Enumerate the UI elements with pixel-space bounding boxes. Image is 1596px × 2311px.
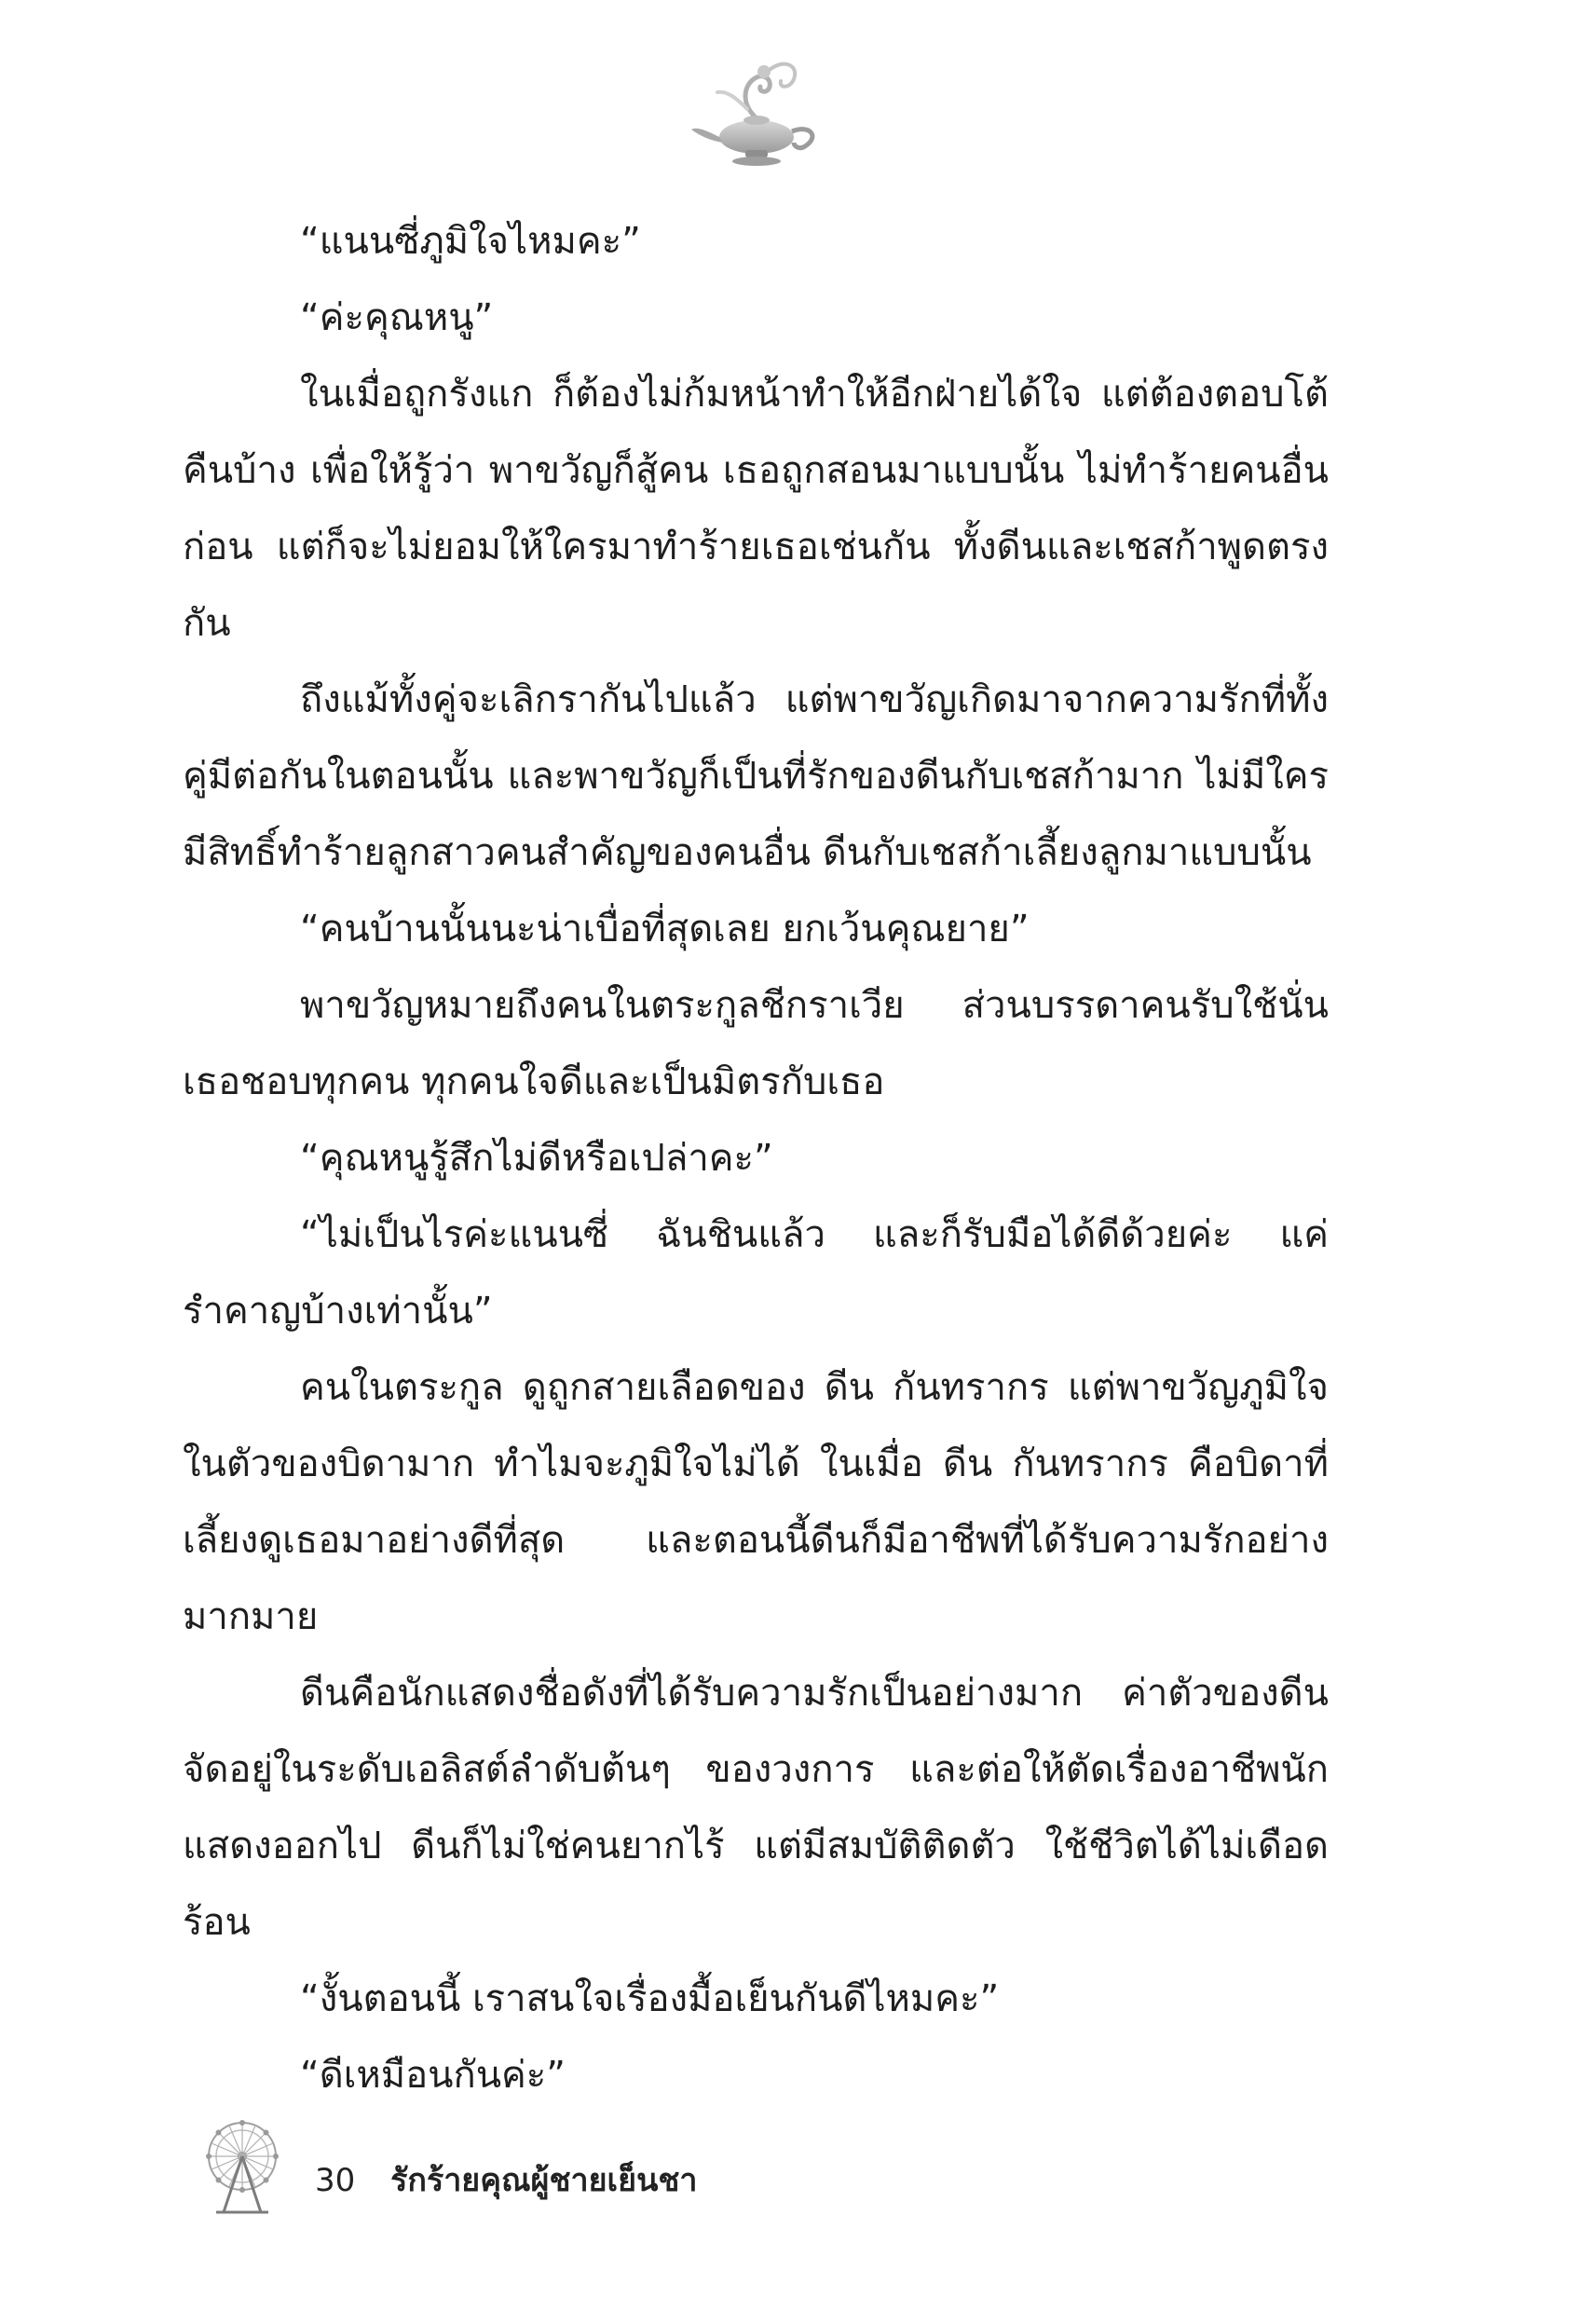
paragraph-8: “ไม่เป็นไรค่ะแนนซี่ ฉันชินแล้ว และก็รับมือได้ดีด้วยค่ะ แค่รำคาญบ้างเท่านั้น” — [183, 1213, 1329, 1333]
paragraph-10: ดีนคือนักแสดงชื่อดังที่ได้รับความรักเป็นอย่างมาก ค่าตัวของดีนจัดอยู่ในระดับเอลิสต์ลำดับต้นๆ ของวงการ และต่อให้ตัดเรื่องอาชีพนักแสดงออกไป ดีนก็ไม่ใช่คนยากไร้ แต่มีสมบัติติดตัว ใช้ชีวิตได้ไม่เดือดร้อน — [183, 1672, 1329, 1944]
paragraph-4: ถึงแม้ทั้งคู่จะเลิกรากันไปแล้ว แต่พาขวัญเกิดมาจากความรักที่ทั้งคู่มีต่อกันในตอนนั้น และพาขวัญก็เป็นที่รักของดีนกับเชสก้ามาก ไม่มีใครมีสิทธิ์ทำร้ายลูกสาวคนสำคัญของคนอื่น ดีนกับเชสก้าเลี้ยงลูกมาแบบนั้น — [183, 678, 1329, 874]
footer-text — [315, 2154, 697, 2205]
body-text — [183, 203, 1329, 2113]
paragraph-1: “แนนซี่ภูมิใจไหมคะ” — [300, 220, 641, 263]
paragraph-11: “งั้นตอนนี้ เราสนใจเรื่องมื้อเย็นกันดีไหมคะ” — [300, 1977, 1000, 2020]
paragraph-7: “คุณหนูรู้สึกไม่ดีหรือเปล่าคะ” — [300, 1137, 773, 1180]
page-footer — [196, 2115, 1127, 2218]
book-title: รักร้ายคุณผู้ชายเย็นชา — [390, 2162, 698, 2199]
paragraph-5: “คนบ้านนั้นนะน่าเบื่อที่สุดเลย ยกเว้นคุณยาย” — [300, 908, 1030, 950]
page-number: 30 — [315, 2162, 356, 2199]
paragraph-3: ในเมื่อถูกรังแก ก็ต้องไม่ก้มหน้าทำให้อีกฝ่ายได้ใจ แต่ต้องตอบโต้คืนบ้าง เพื่อให้รู้ว่า พาขวัญก็สู้คน เธอถูกสอนมาแบบนั้น ไม่ทำร้ายคนอื่นก่อน แต่ก็จะไม่ยอมให้ใครมาทำร้ายเธอเช่นกัน ทั้งดีนและเชสก้าพูดตรงกัน — [183, 373, 1329, 645]
paragraph-2: “ค่ะคุณหนู” — [300, 296, 494, 339]
ferris-wheel-icon — [196, 2115, 289, 2218]
genie-lamp-icon — [689, 51, 820, 172]
paragraph-9: คนในตระกูล ดูถูกสายเลือดของ ดีน กันทรากร แต่พาขวัญภูมิใจในตัวของบิดามาก ทำไมจะภูมิใจไม่ได้ ในเมื่อ ดีน กันทรากร คือบิดาที่เลี้ยงดูเธอมาอย่างดีที่สุด และตอนนี้ดีนก็มีอาชีพที่ได้รับความรักอย่างมากมาย — [183, 1366, 1329, 1638]
paragraph-12: “ดีเหมือนกันค่ะ” — [300, 2054, 566, 2097]
paragraph-6: พาขวัญหมายถึงคนในตระกูลชีกราเวีย ส่วนบรรดาคนรับใช้นั่นเธอชอบทุกคน ทุกคนใจดีและเป็นมิตรกับเธอ — [183, 984, 1329, 1103]
